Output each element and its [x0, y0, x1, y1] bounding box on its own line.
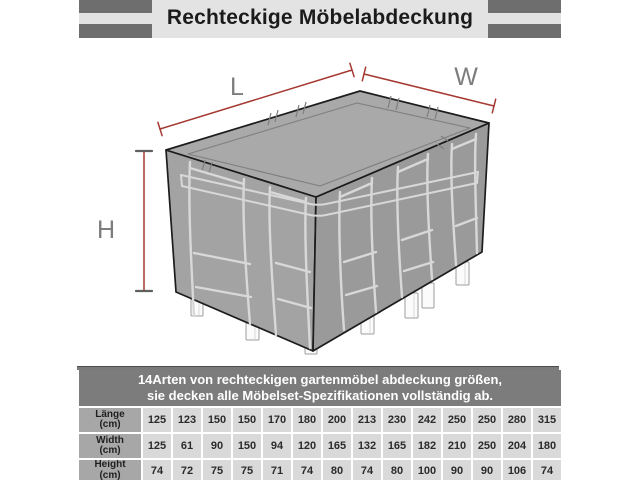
size-cell: 204 [503, 434, 531, 458]
dimension-line-height [136, 151, 152, 291]
size-cell: 75 [203, 460, 231, 480]
size-cell: 90 [443, 460, 471, 480]
page-title: Rechteckige Möbelabdeckung [166, 6, 474, 29]
size-cell: 100 [413, 460, 441, 480]
info-banner [79, 370, 561, 406]
size-cell: 165 [323, 434, 351, 458]
label-length: L [230, 73, 244, 101]
info-line-2: sie decken alle Möbelset-Spezifikationen vollständig ab. [146, 388, 494, 403]
size-cell: 200 [323, 408, 351, 432]
size-table [79, 408, 561, 480]
size-cell: 250 [443, 408, 471, 432]
size-cell: 80 [383, 460, 411, 480]
size-cell: 120 [293, 434, 321, 458]
size-cell: 242 [413, 408, 441, 432]
size-cell: 165 [383, 434, 411, 458]
size-cell: 180 [533, 434, 561, 458]
size-cell: 74 [143, 460, 171, 480]
size-cell: 230 [383, 408, 411, 432]
size-cell: 280 [503, 408, 531, 432]
cover-body [166, 91, 489, 351]
size-cell: 170 [263, 408, 291, 432]
size-cell: 182 [413, 434, 441, 458]
size-cell: 74 [353, 460, 381, 480]
size-cell: 61 [173, 434, 201, 458]
size-cell: 80 [323, 460, 351, 480]
size-cell: 71 [263, 460, 291, 480]
row-header-länge: Länge (cm) [79, 408, 141, 432]
size-cell: 106 [503, 460, 531, 480]
size-cell: 72 [173, 460, 201, 480]
size-cell: 250 [473, 434, 501, 458]
label-height: H [96, 216, 116, 244]
size-cell: 123 [173, 408, 201, 432]
size-cell: 150 [233, 434, 261, 458]
label-width: W [454, 63, 478, 91]
size-cell: 213 [353, 408, 381, 432]
size-cell: 315 [533, 408, 561, 432]
size-cell: 75 [233, 460, 261, 480]
size-cell: 150 [233, 408, 261, 432]
size-cell: 94 [263, 434, 291, 458]
size-cell: 74 [533, 460, 561, 480]
size-cell: 250 [473, 408, 501, 432]
row-header-width: Width (cm) [79, 434, 141, 458]
size-cell: 210 [443, 434, 471, 458]
size-cell: 125 [143, 408, 171, 432]
row-header-height: Height (cm) [79, 460, 141, 480]
size-cell: 90 [203, 434, 231, 458]
info-line-1: 14Arten von rechteckigen gartenmöbel abdeckung größen, [137, 371, 503, 387]
size-cell: 74 [293, 460, 321, 480]
size-cell: 132 [353, 434, 381, 458]
size-cell: 90 [473, 460, 501, 480]
size-cell: 125 [143, 434, 171, 458]
size-cell: 180 [293, 408, 321, 432]
size-cell: 150 [203, 408, 231, 432]
